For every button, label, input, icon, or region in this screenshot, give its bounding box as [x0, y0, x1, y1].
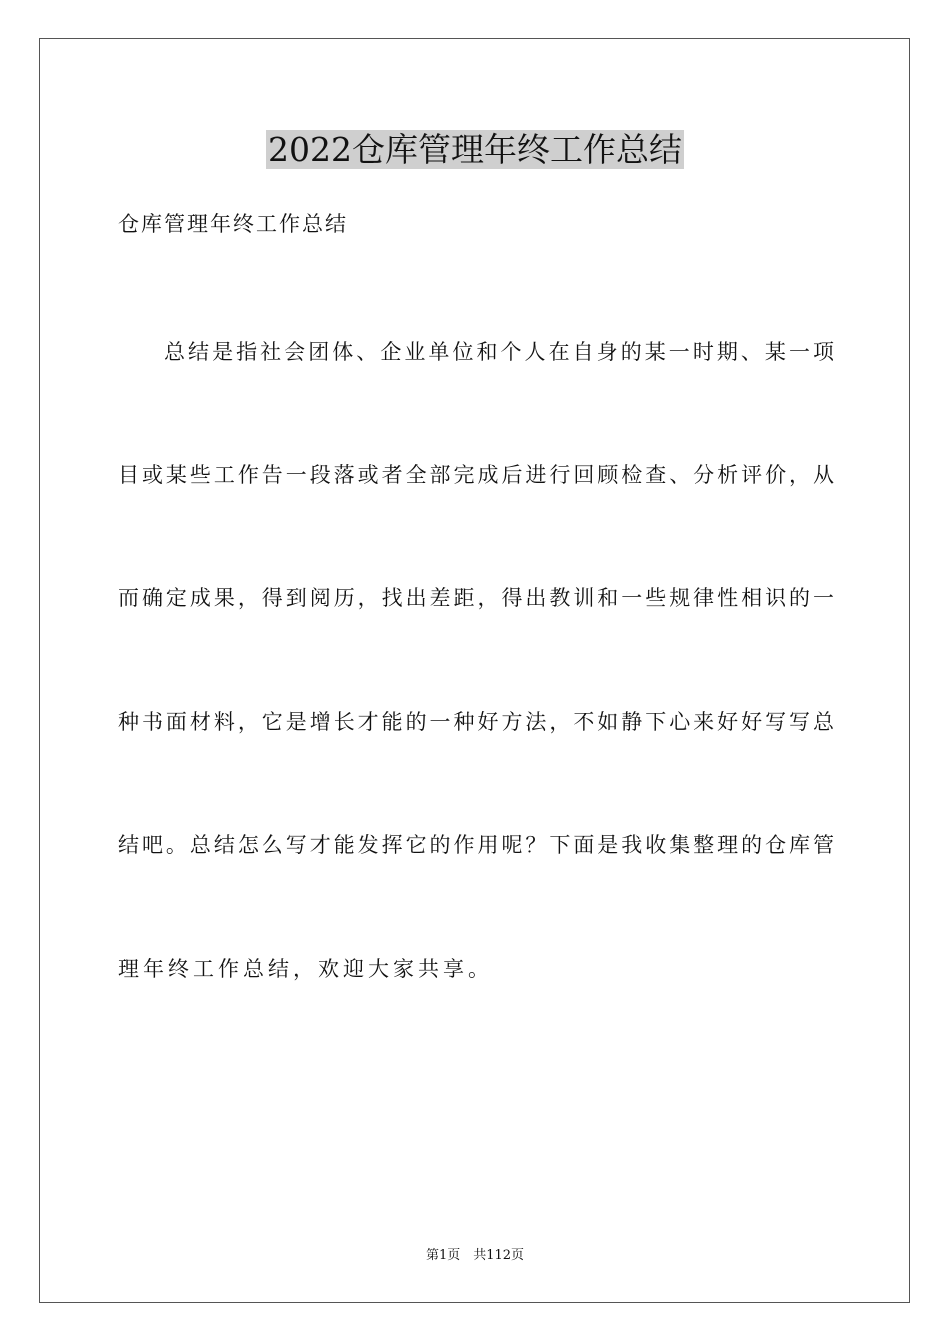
- body-line-3: 而确定成果，得到阅历，找出差距，得出教训和一些规律性相识的一: [118, 586, 834, 610]
- body-line-5: 结吧。总结怎么写才能发挥它的作用呢？下面是我收集整理的仓库管: [118, 833, 834, 857]
- body-line-4: 种书面材料，它是增长才能的一种好方法，不如静下心来好好写写总: [118, 710, 834, 734]
- body-line-6: 理年终工作总结，欢迎大家共享。: [118, 957, 493, 981]
- body-line-2: 目或某些工作告一段落或者全部完成后进行回顾检查、分析评价，从: [118, 463, 834, 487]
- page-footer: 第1页 共112页: [425, 1248, 525, 1263]
- body-line-1: 总结是指社会团体、企业单位和个人在自身的某一时期、某一项: [164, 340, 834, 364]
- document-subtitle: 仓库管理年终工作总结: [118, 212, 348, 236]
- document-title-text: 2022仓库管理年终工作总结: [268, 130, 682, 169]
- document-title: [0, 128, 950, 172]
